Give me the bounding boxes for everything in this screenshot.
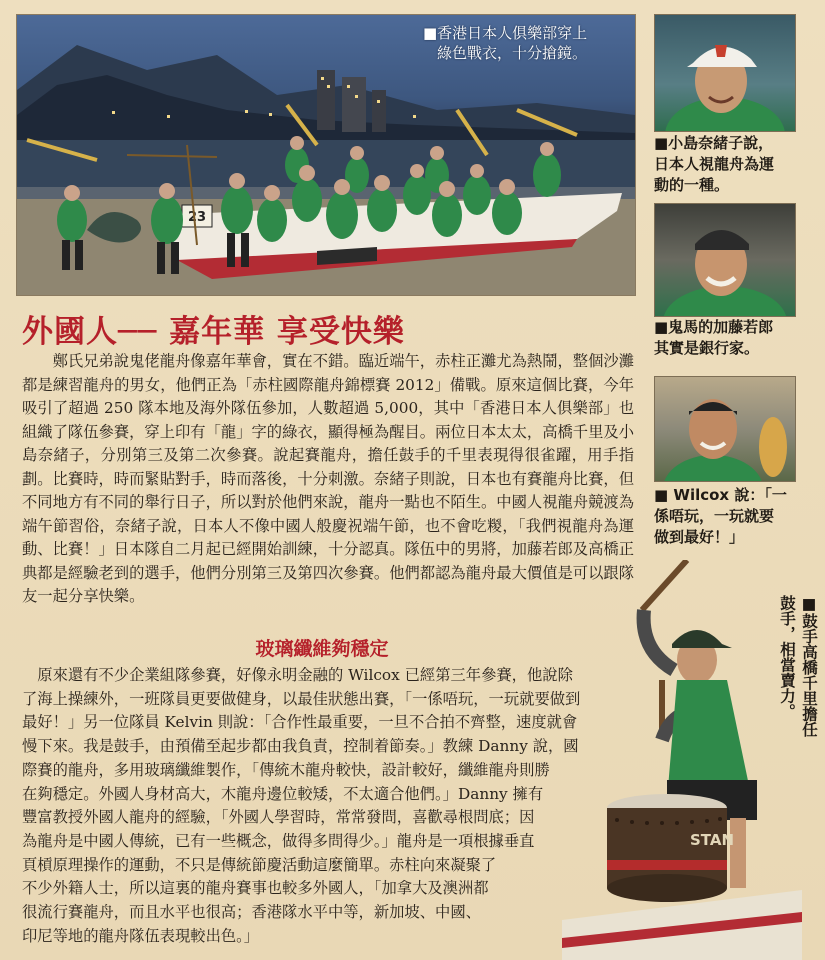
- caption-line: ■鬼馬的加藤若郎: [654, 318, 774, 336]
- portrait-photo-wilcox: [654, 376, 796, 482]
- caption-line: ■香港日本人俱樂部穿上: [423, 24, 588, 42]
- article-paragraph-2: [22, 664, 634, 948]
- caption-naoko: [654, 133, 814, 196]
- main-team-photo: [16, 14, 636, 296]
- text-line: 際賽的龍舟，多用玻璃纖維製作，「傳統木龍舟較快，設計較好，纖維龍舟則勝: [22, 760, 550, 779]
- caption-line: ■ Wilcox 說：「一: [654, 486, 787, 504]
- main-photo-caption: [423, 23, 623, 63]
- caption-line: 做到最好！」: [654, 528, 745, 546]
- caption-line: 其實是銀行家。: [654, 339, 760, 357]
- subheading: 玻璃纖維夠穩定: [255, 638, 389, 660]
- portrait-photo-naoko: [654, 14, 796, 132]
- text-line: 印尼等地的龍舟隊伍表現較出色。」: [22, 926, 260, 945]
- text-line: 為龍舟是中國人傳統，已有一些概念，做得多問得少。」龍舟是一項根據垂直: [22, 831, 535, 850]
- text-line: 了海上操練外，一班隊員更要做健身，以最佳狀態出賽，「一係唔玩，一玩就要做到: [22, 689, 581, 708]
- drummer-caption: ■鼓手高橋千里擔任鼓手，相當賣力。: [778, 595, 818, 737]
- text-line: 原來還有不少企業組隊參賽，好像永明金融的 Wilcox 已經第三年參賽，他說除: [22, 666, 573, 684]
- drum-label: STAN: [690, 831, 735, 849]
- boat-number: 23: [187, 210, 207, 225]
- caption-line: 綠色戰衣，十分搶鏡。: [437, 44, 588, 62]
- text-line: 最好！」另一位隊員 Kelvin 則說：「合作性最重要，一旦不合拍不齊整，速度就會: [22, 713, 578, 732]
- caption-line: 動的一種。: [654, 176, 730, 194]
- caption-kato: [654, 317, 814, 359]
- text-line: 豐富教授外國人龍舟的經驗，「外國人學習時，常常發問，喜歡尋根問底；因: [22, 808, 535, 827]
- headline: 外國人── 嘉年華 享受快樂: [22, 314, 405, 350]
- portrait-photo-kato: [654, 203, 796, 317]
- text-line: 慢下來。我是鼓手，由預備至起步都由我負責，控制着節奏。」教練 Danny 說，國: [22, 737, 579, 756]
- caption-wilcox: [654, 485, 814, 548]
- text-line: 在夠穩定。外國人身材高大，木龍舟邊位較矮，不太適合他們。」Danny 擁有: [22, 784, 544, 803]
- text-line: 很流行賽龍舟，而且水平也很高；香港隊水平中等，新加坡、中國、: [22, 903, 481, 922]
- article-paragraph-1: 鄭氏兄弟說鬼佬龍舟像嘉年華會，實在不錯。臨近端午，赤柱正灘尤為熱鬧，整個沙灘都是練習龍舟的男女，他們正為「赤柱國際龍舟錦標賽 2012」備戰。原來這個比賽，今年吸引了超過 250 隊本地及海外隊伍參加，人數超過 5,000，其中「香港日本人俱樂部」也組織了隊伍參賽，穿上印有「龍」字的綠衣，顯得極為醒目。兩位日本太太，高橋千里及小島奈緒子，分別第三及第二次參賽。說起賽龍舟，擔任鼓手的千里表現得很雀躍，用手指劃。比賽時，時而緊貼對手，時而落後，十分刺激。奈緒子則說，日本也有賽龍舟比賽，但不同地方有不同的舉行日子，所以對於他們來說，龍舟一點也不陌生。中國人視龍舟競渡為端午節習俗，奈緒子說，日本人不像中國人般慶祝端午節，也不會吃糉，「我們視龍舟為運動、比賽！」日本隊自二月起已經開始訓練，十分認真。隊伍中的男將，加藤若郎及高橋正典都是經驗老到的選手，他們分別第三及第四次參賽。他們都認為龍舟最大價值是可以跟隊友一起分享快樂。: [22, 352, 634, 605]
- caption-line: 日本人視龍舟為運: [654, 155, 775, 173]
- caption-line: ■小島奈緒子說，: [654, 134, 774, 152]
- text-line: 頁槓原理操作的運動，不只是傳統節慶活動這麼簡單。赤柱向來凝聚了: [22, 855, 497, 874]
- caption-line: 係唔玩，一玩就要: [654, 507, 775, 525]
- text-line: 不少外籍人士，所以這裏的龍舟賽事也較多外國人，「加拿大及澳洲都: [22, 879, 489, 898]
